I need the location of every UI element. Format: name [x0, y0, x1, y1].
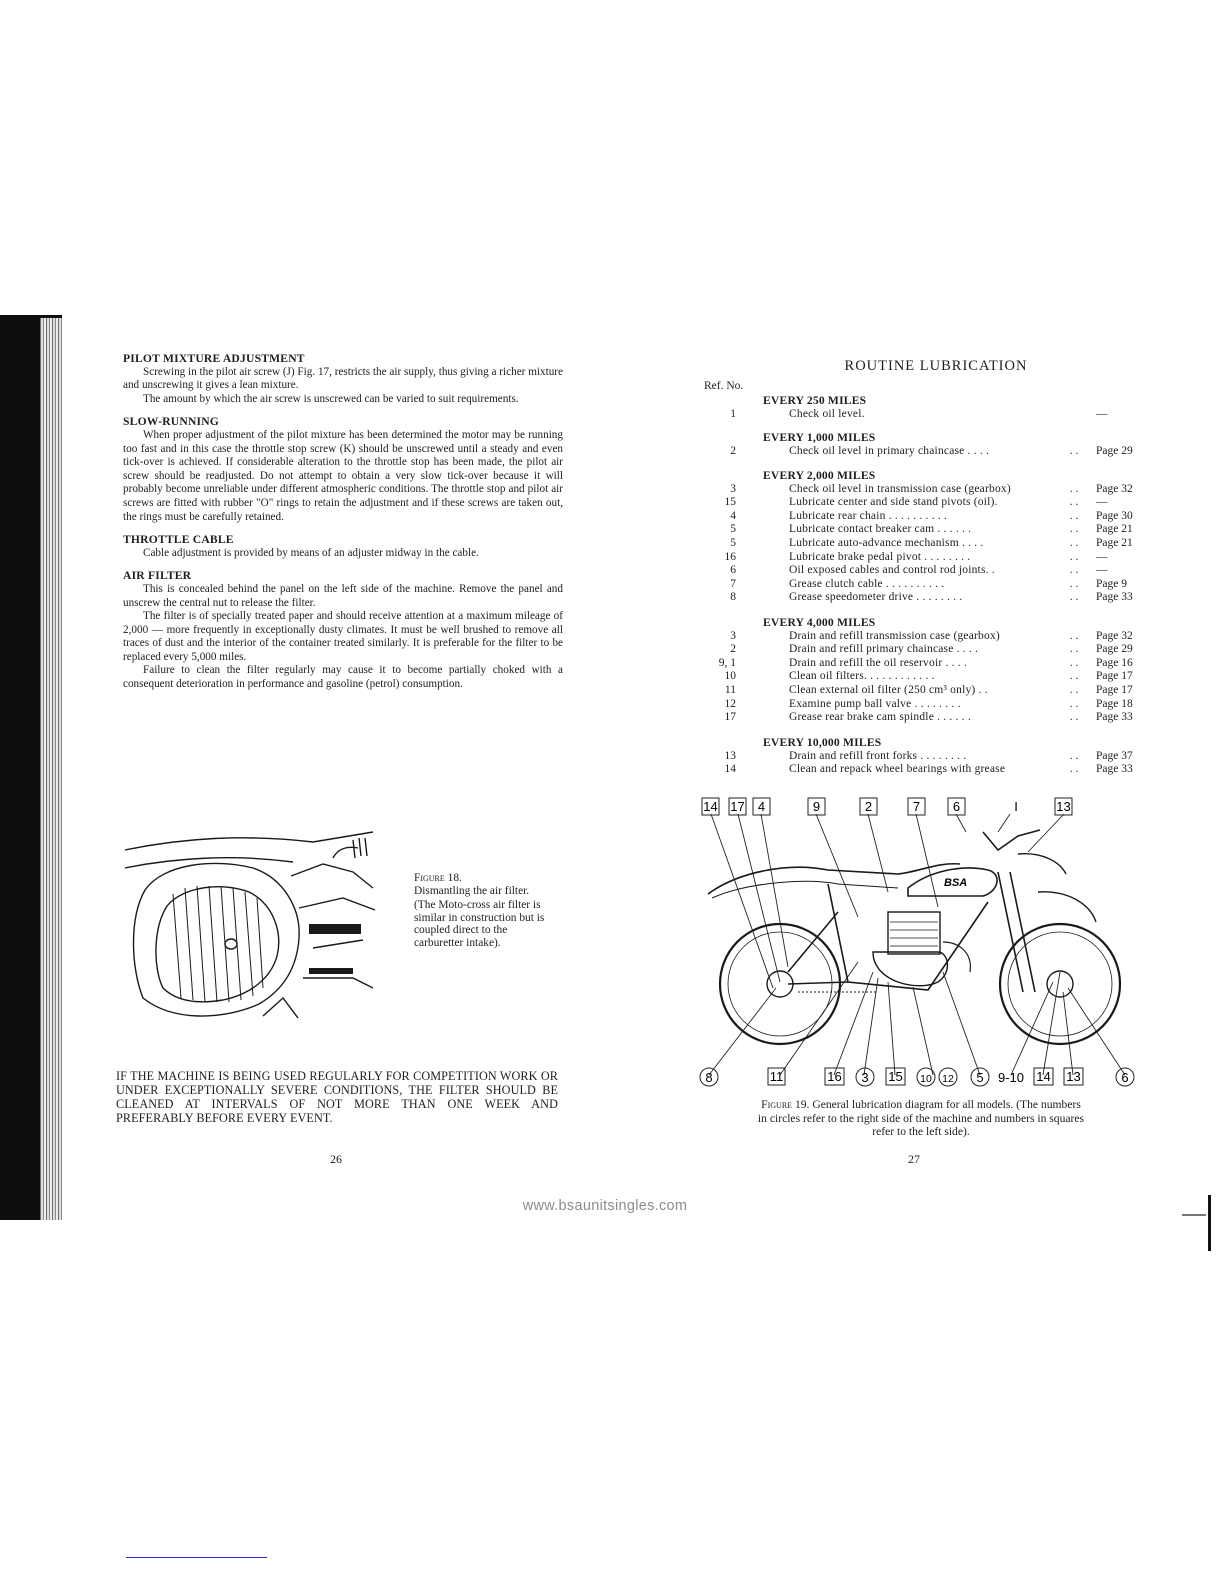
square-label: [825, 1068, 844, 1085]
label-text: 4: [757, 799, 766, 814]
label-text: 13: [1066, 1069, 1081, 1084]
row-page: Page 33: [1096, 763, 1133, 776]
square-label: [1034, 1068, 1053, 1085]
square-label: [908, 798, 925, 815]
row-leader: . .: [1069, 444, 1079, 457]
row-leader: . .: [1069, 711, 1079, 724]
square-label: [808, 798, 825, 815]
row-ref: 2: [730, 444, 736, 457]
label-text: 2: [864, 799, 873, 814]
row-ref: 3: [730, 629, 736, 642]
row-task: Lubricate center and side stand pivots (oil).: [789, 496, 998, 509]
row-page: Page 32: [1096, 629, 1133, 642]
row-task: Oil exposed cables and control rod joints. .: [789, 564, 995, 577]
left-page-text: [123, 352, 563, 701]
row-leader: . .: [1069, 656, 1079, 669]
row-page: Page 33: [1096, 591, 1133, 604]
table-row: [700, 551, 1150, 565]
table-row: [700, 578, 1150, 592]
slow-running-heading: SLOW-RUNNING: [123, 415, 220, 429]
book-spine-shadow: [0, 315, 40, 1220]
row-leader: . .: [1069, 536, 1079, 549]
row-leader: . .: [1069, 577, 1079, 590]
square-label: [1064, 1068, 1083, 1085]
label-text: 5: [976, 1070, 984, 1085]
label-text: 11: [769, 1069, 784, 1084]
group-1000-miles: [700, 431, 1150, 458]
row-ref: 12: [724, 697, 736, 710]
row-page: Page 17: [1096, 683, 1133, 696]
row-task: Drain and refill primary chaincase . . . .: [789, 643, 979, 656]
book-top-cut: [0, 315, 62, 318]
label-text: 3: [861, 1070, 869, 1085]
book-spine-edge: [0, 315, 66, 1220]
label-text: 6: [1121, 1070, 1129, 1085]
slow-running-section: [123, 415, 563, 524]
label-text: 10: [920, 1073, 932, 1085]
row-page: Page 18: [1096, 697, 1133, 710]
row-page: —: [1096, 564, 1108, 577]
group-heading: EVERY 2,000 MILES: [763, 469, 876, 482]
figure-19-label: Figure 19.: [761, 1098, 810, 1111]
row-page: Page 21: [1096, 536, 1133, 549]
row-leader: . .: [1069, 697, 1079, 710]
row-ref: 16: [724, 550, 736, 563]
row-task: Clean external oil filter (250 cm³ only) . .: [789, 683, 988, 696]
square-label: [753, 798, 770, 815]
plain-label: [998, 1070, 1024, 1085]
group-heading: EVERY 10,000 MILES: [763, 736, 882, 749]
label-text: 14: [703, 799, 718, 814]
air-filter-illustration: [123, 828, 378, 1023]
row-task: Grease speedometer drive . . . . . . . .: [789, 591, 963, 604]
row-ref: 6: [730, 564, 736, 577]
row-ref: 17: [724, 711, 736, 724]
air-filter-paragraph-1: This is concealed behind the panel on the left side of the machine. Remove the panel and unscrew the central nut to release the filter.: [123, 582, 563, 609]
group-4000-miles: [700, 616, 1150, 725]
row-leader: . .: [1069, 683, 1079, 696]
tank-badge: BSA: [944, 877, 968, 889]
figure-18-title: Dismantling the air filter.: [414, 884, 530, 897]
label-text: 13: [1056, 799, 1071, 814]
air-filter-heading: AIR FILTER: [123, 569, 192, 583]
row-page: —: [1096, 550, 1108, 563]
row-leader: . .: [1069, 496, 1079, 509]
pilot-mixture-heading: PILOT MIXTURE ADJUSTMENT: [123, 352, 305, 365]
circle-label: [700, 1068, 718, 1086]
circle-label: [1116, 1068, 1134, 1086]
book-page-edges: [40, 315, 62, 1220]
row-page: Page 17: [1096, 670, 1133, 683]
row-leader: . .: [1069, 643, 1079, 656]
square-label: [768, 1068, 785, 1085]
circle-label: [856, 1068, 874, 1086]
circle-label: [939, 1068, 957, 1086]
label-text: 9: [812, 799, 821, 814]
row-ref: 11: [724, 683, 736, 696]
row-task: Lubricate rear chain . . . . . . . . . .: [789, 509, 948, 522]
slow-running-paragraph: When proper adjustment of the pilot mixture has been determined the motor may be running too fast and in this case the throttle stop screw (K) should be unscrewed until a steady and even tick-over is achieved. If considerable alteration to the throttle stop has been made, the pilot air screw should be readjusted. Do not attempt to obtain a very slow tick-over because it will probably become unreliable under different atmospheric conditions. The throttle stop and pilot air screws are fitted with rubber "O" rings to retain the adjustment and if these screws are taken out, the rings must be carefully retained.: [123, 428, 563, 523]
square-label: [702, 798, 719, 815]
row-task: Check oil level in primary chaincase . . . .: [789, 444, 990, 457]
row-ref: 4: [730, 509, 736, 522]
table-row: [700, 496, 1150, 510]
row-page: Page 33: [1096, 711, 1133, 724]
table-row: [700, 670, 1150, 684]
group-250-miles: [700, 394, 1150, 421]
row-ref: 9, 1: [718, 656, 736, 669]
row-page: Page 32: [1096, 482, 1133, 495]
row-page: Page 9: [1096, 577, 1127, 590]
table-row: [700, 684, 1150, 698]
row-ref: 8: [730, 591, 736, 604]
right-page-number: 27: [908, 1152, 920, 1166]
lubrication-diagram: [698, 792, 1140, 1092]
figure-18-note: (The Moto-cross air filter is similar in construction but is coupled direct to the carburetter intake).: [414, 899, 545, 949]
row-page: Page 21: [1096, 523, 1133, 536]
footer-url[interactable]: www.bsaunitsingles.com: [522, 1198, 688, 1214]
table-row: [700, 750, 1150, 764]
row-page: —: [1096, 496, 1108, 509]
table-row: [700, 698, 1150, 712]
routine-lubrication-title: ROUTINE LUBRICATION: [844, 358, 1028, 374]
plain-label: [1014, 799, 1018, 814]
square-label: [948, 798, 965, 815]
row-ref: 13: [724, 749, 736, 762]
row-ref: 1: [730, 407, 736, 420]
row-task: Check oil level.: [789, 407, 865, 420]
square-label: [860, 798, 877, 815]
group-heading: EVERY 1,000 MILES: [763, 431, 876, 444]
figure-18-label: Figure 18.: [414, 872, 462, 884]
row-leader: . .: [1069, 509, 1079, 522]
table-row: [700, 643, 1150, 657]
row-page: Page 29: [1096, 444, 1133, 457]
row-task: Check oil level in transmission case (gearbox): [789, 482, 1011, 495]
row-leader: . .: [1069, 629, 1079, 642]
diagram-top-labels: [702, 798, 1072, 815]
pilot-mixture-section: [123, 352, 563, 406]
table-row: [700, 564, 1150, 578]
left-page-number: 26: [330, 1152, 342, 1166]
group-10000-miles: [700, 736, 1150, 777]
throttle-cable-section: [123, 533, 563, 560]
table-row: [700, 630, 1150, 644]
row-page: Page 16: [1096, 656, 1133, 669]
circle-label: [917, 1068, 935, 1086]
group-heading: EVERY 250 MILES: [763, 394, 867, 407]
row-ref: 5: [730, 536, 736, 549]
label-text: 8: [705, 1070, 713, 1085]
label-text: 7: [912, 799, 921, 814]
row-task: Grease clutch cable . . . . . . . . . .: [789, 577, 945, 590]
square-label: [729, 798, 746, 815]
throttle-cable-heading: THROTTLE CABLE: [123, 533, 234, 547]
right-page-mark: [1182, 1214, 1206, 1216]
air-filter-section: [123, 569, 563, 691]
group-2000-miles: [700, 469, 1150, 605]
group-heading: EVERY 4,000 MILES: [763, 616, 876, 629]
square-label: [1055, 798, 1072, 815]
row-task: Grease rear brake cam spindle . . . . . .: [789, 711, 971, 724]
table-row: [700, 408, 1150, 422]
row-leader: . .: [1069, 763, 1079, 776]
air-filter-paragraph-3: Failure to clean the filter regularly may cause it to become partially choked with a consequent deterioration in performance and gasoline (petrol) consumption.: [123, 664, 563, 691]
row-task: Lubricate brake pedal pivot . . . . . . . .: [789, 550, 971, 563]
table-row: [700, 523, 1150, 537]
row-leader: . .: [1069, 749, 1079, 762]
row-ref: 3: [730, 482, 736, 495]
air-filter-paragraph-2: The filter is of specially treated paper and should receive attention at a maximum mileage of 2,000 — more frequently in exceptionally dusty climates. It must be well brushed to remove all traces of dust and the interior of the container treated similarly. It is preferable for the filter to be replaced every 5,000 miles.: [123, 610, 563, 663]
pilot-mixture-paragraph-1: Screwing in the pilot air screw (J) Fig. 17, restricts the air supply, thus giving a richer mixture and unscrewing it gives a lean mixture.: [123, 365, 563, 392]
competition-warning: IF THE MACHINE IS BEING USED REGULARLY FOR COMPETITION WORK OR UNDER EXCEPTIONALLY SEVERE CONDITIONS, THE FILTER SHOULD BE CLEANED AT INTERVALS OF NOT MORE THAN ONE WEEK AND PREFERABLY BEFORE EVERY EVENT.: [116, 1069, 558, 1125]
right-page-edge: [1208, 1195, 1211, 1251]
row-ref: 5: [730, 523, 736, 536]
label-text: I: [1014, 799, 1018, 814]
diagram-bottom-labels: [700, 1068, 1134, 1086]
table-row: [700, 711, 1150, 725]
row-ref: 10: [724, 670, 736, 683]
table-row: [700, 657, 1150, 671]
row-task: Clean and repack wheel bearings with grease: [789, 763, 1006, 776]
label-text: 6: [952, 799, 961, 814]
table-row: [700, 510, 1150, 524]
table-row: [700, 763, 1150, 777]
table-row: [700, 445, 1150, 459]
row-ref: 7: [730, 577, 736, 590]
row-task: Drain and refill front forks . . . . . . . .: [789, 749, 967, 762]
figure-19-text: General lubrication diagram for all models. (The numbers in circles refer to the right side of the machine and numbers in squares refer to the left side).: [757, 1098, 1085, 1139]
row-ref: 2: [730, 643, 736, 656]
row-leader: . .: [1069, 591, 1079, 604]
label-text: 16: [827, 1069, 842, 1084]
row-page: Page 29: [1096, 643, 1133, 656]
label-text: 17: [730, 799, 745, 814]
throttle-cable-paragraph: Cable adjustment is provided by means of an adjuster midway in the cable.: [143, 546, 479, 559]
label-text: 15: [888, 1069, 903, 1084]
row-task: Lubricate contact breaker cam . . . . . .: [789, 523, 972, 536]
row-leader: . .: [1069, 523, 1079, 536]
label-text: 12: [942, 1073, 954, 1085]
ref-no-header: Ref. No.: [704, 380, 744, 392]
row-ref: 14: [724, 763, 736, 776]
figure-18-caption: [414, 872, 554, 950]
bottom-link-underline[interactable]: [126, 1557, 267, 1558]
row-leader: . .: [1069, 670, 1079, 683]
table-row: [700, 537, 1150, 551]
row-page: —: [1096, 407, 1108, 420]
row-page: Page 30: [1096, 509, 1133, 522]
row-task: Drain and refill the oil reservoir . . . .: [789, 656, 967, 669]
label-text: 14: [1036, 1069, 1051, 1084]
pilot-mixture-paragraph-2: The amount by which the air screw is unscrewed can be varied to suit requirements.: [143, 392, 519, 405]
row-leader: . .: [1069, 564, 1079, 577]
circle-label: [971, 1068, 989, 1086]
row-task: Examine pump ball valve . . . . . . . .: [789, 697, 961, 710]
row-leader: . .: [1069, 482, 1079, 495]
figure-19-caption: [756, 1098, 1086, 1139]
label-text: 9-10: [997, 1070, 1025, 1085]
row-task: Drain and refill transmission case (gearbox): [789, 629, 1000, 642]
table-row: [700, 483, 1150, 497]
table-row: [700, 591, 1150, 605]
row-task: Lubricate auto-advance mechanism . . . .: [789, 536, 984, 549]
row-task: Clean oil filters. . . . . . . . . . . .: [789, 670, 935, 683]
row-ref: 15: [724, 496, 736, 509]
square-label: [886, 1068, 905, 1085]
row-page: Page 37: [1096, 749, 1133, 762]
row-leader: . .: [1069, 550, 1079, 563]
